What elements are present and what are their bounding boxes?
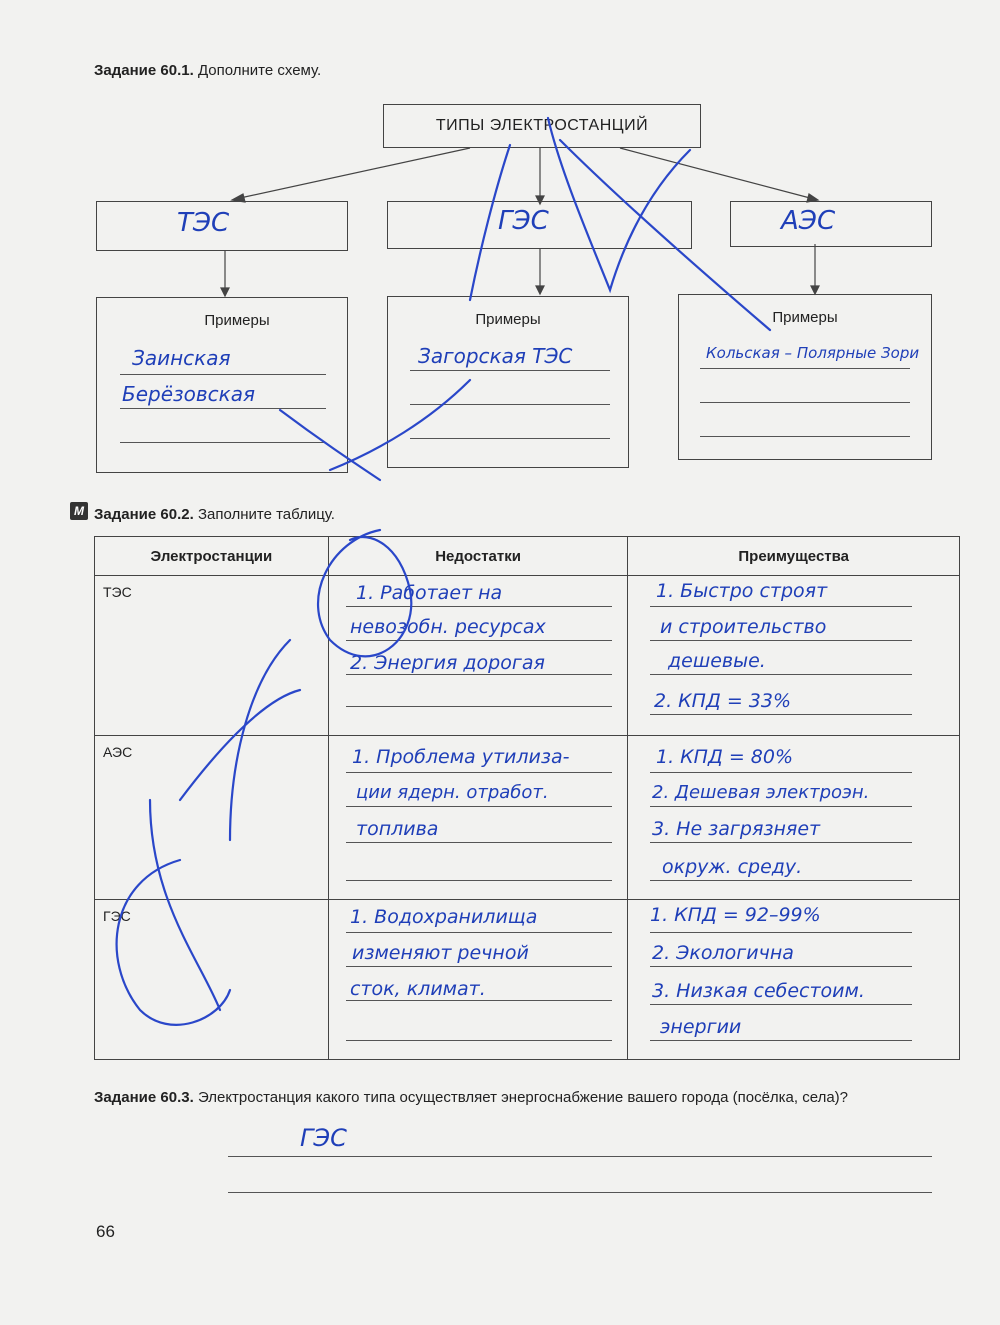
tes-pros-line-4: 2. КПД = 33% — [654, 690, 792, 712]
aes-cons-line-1: 1. Проблема утилиза- — [352, 746, 570, 768]
header-stations: Электростанции — [95, 537, 329, 576]
tes-cons-line-1: 1. Работает на — [356, 582, 503, 604]
example-ges-1: Загорская ТЭС — [418, 344, 573, 368]
tes-pros-line-1: 1. Быстро строят — [656, 580, 828, 602]
task-60-1-number: Задание 60.1. — [94, 62, 194, 79]
aes-cons-line-3: топлива — [356, 818, 439, 840]
task-60-2-number: Задание 60.2. — [94, 506, 194, 523]
type-answer-aes: АЭС — [781, 206, 836, 236]
aes-cons-line-2: ции ядерн. отработ. — [356, 782, 549, 803]
example-aes-1: Кольская – Полярные Зори — [706, 344, 920, 362]
ges-pros-line-2: 2. Экологична — [652, 942, 794, 964]
examples-label-tes: Примеры — [204, 312, 270, 329]
type-answer-ges: ГЭС — [498, 206, 549, 236]
station-cell: ГЭС — [95, 900, 329, 1060]
ges-pros-line-3: 3. Низкая себестоим. — [652, 980, 865, 1002]
task-60-1-text: Дополните схему. — [197, 62, 322, 79]
type-answer-tes: ТЭС — [177, 208, 230, 238]
station-cell: АЭС — [95, 736, 329, 900]
tes-cons-line-3: 2. Энергия дорогая — [350, 652, 545, 674]
ges-cons-line-3: сток, климат. — [350, 978, 486, 1000]
examples-label-ges: Примеры — [475, 311, 541, 328]
ges-pros-line-1: 1. КПД = 92–99% — [650, 904, 821, 926]
tes-pros-line-3: дешевые. — [668, 650, 766, 672]
header-cons: Недостатки — [328, 537, 628, 576]
tes-pros-line-2: и строительство — [660, 616, 827, 638]
examples-label-aes: Примеры — [772, 309, 838, 326]
aes-pros-line-1: 1. КПД = 80% — [656, 746, 794, 768]
task-marker-icon: М — [70, 502, 88, 520]
ges-cons-line-2: изменяют речной — [352, 942, 529, 964]
example-tes-2: Берёзовская — [122, 382, 256, 406]
task-60-2-text: Заполните таблицу. — [197, 506, 335, 523]
task-60-3-answer: ГЭС — [300, 1124, 347, 1152]
station-cell: ТЭС — [95, 576, 329, 736]
header-pros: Преимущества — [628, 537, 960, 576]
ges-pros-line-4: энергии — [660, 1016, 742, 1038]
task-60-3-number: Задание 60.3. — [94, 1089, 194, 1106]
scheme-root-label: ТИПЫ ЭЛЕКТРОСТАНЦИЙ — [435, 117, 649, 134]
aes-pros-line-3: 3. Не загрязняет — [652, 818, 821, 840]
task-60-3-text: Электростанция какого типа осуществляет энергоснабжение вашего города (посёлка, села)? — [197, 1089, 849, 1106]
aes-pros-line-2: 2. Дешевая электроэн. — [652, 782, 870, 803]
tes-cons-line-2: невозобн. ресурсах — [350, 616, 546, 638]
page-number: 66 — [96, 1222, 115, 1241]
ges-cons-line-1: 1. Водохранилища — [350, 906, 538, 928]
aes-pros-line-4: окруж. среду. — [662, 856, 803, 878]
example-tes-1: Заинская — [132, 346, 231, 370]
